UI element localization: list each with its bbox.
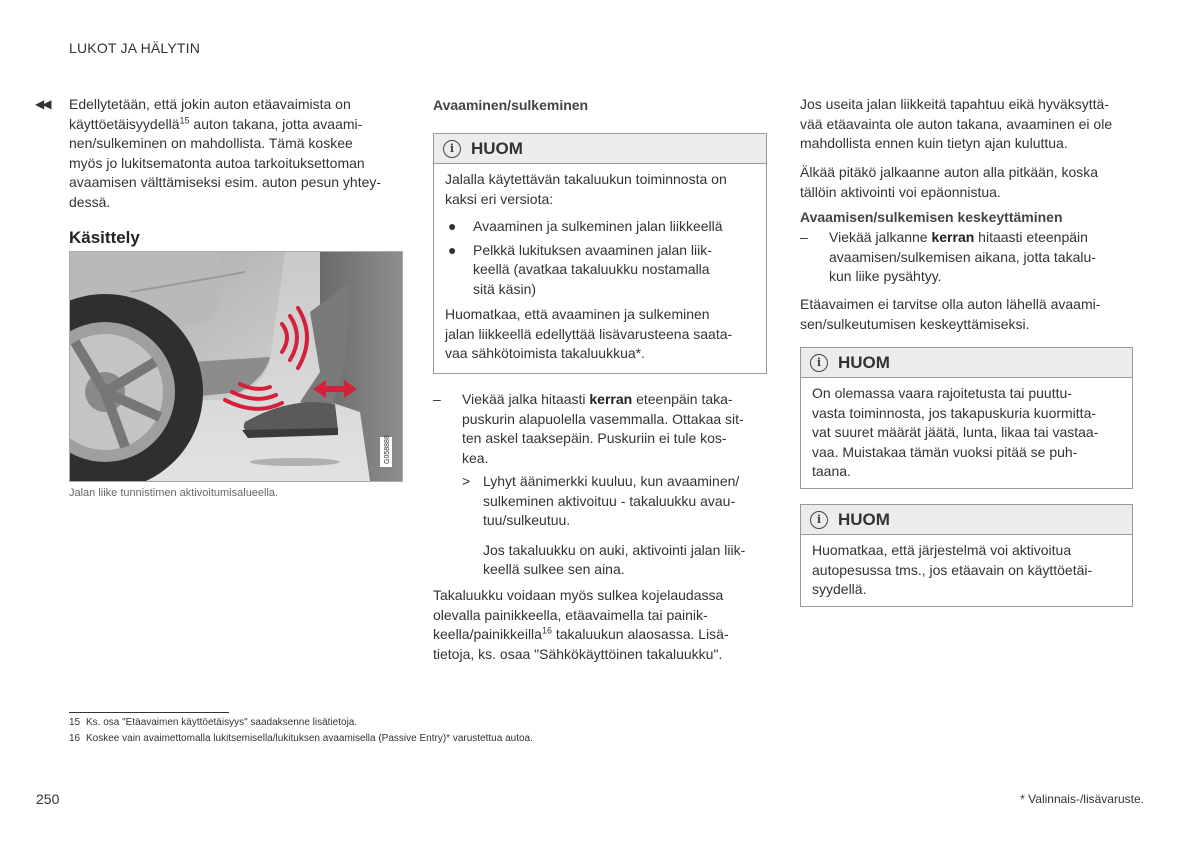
note-header bbox=[434, 134, 766, 164]
list-item: ● Pelkkä lukituksen avaaminen jalan liik- keellä (avatkaa takaluukku nostamalla sitä käsin) bbox=[448, 241, 712, 297]
note-paragraph: Huomatkaa, että avaaminen ja sulkeminen jalan liikkeellä edellyttää lisävarusteena saata- vaa sähkötoimista takaluukkua*. bbox=[445, 306, 733, 361]
paragraph-foot-under-car: Älkää pitäkö jalkaanne auton alla pitkään, koska tällöin aktivointi voi epäonnistua. bbox=[800, 164, 1099, 200]
dash-mark: – bbox=[800, 229, 808, 245]
note-box bbox=[800, 347, 1133, 489]
footnote-separator bbox=[69, 712, 229, 713]
section-header: LUKOT JA HÄLYTIN bbox=[69, 40, 201, 56]
note-header bbox=[801, 505, 1132, 535]
text-line: kaksi eri versiota: bbox=[445, 190, 554, 207]
foot-gesture-drawing bbox=[70, 252, 402, 481]
figure-code: G058888 bbox=[384, 435, 391, 464]
info-icon: i bbox=[810, 354, 828, 372]
optional-equipment-note: * Valinnais-/lisävaruste. bbox=[1020, 792, 1144, 806]
continued-from-previous-icon: ◀◀ bbox=[35, 97, 50, 111]
note-box bbox=[800, 504, 1133, 607]
bullet-icon: ● bbox=[448, 218, 457, 234]
note-body: On olemassa vaara rajoitetusta tai puuttu- vasta toiminnosta, jos takapuskuria kuormitta- vat suuret määrät jäätä, lunta, likaa tai vastaa- vaa. Muistakaa tämän vuoksi pitää se puh- taana. bbox=[812, 385, 1099, 479]
paragraph-multiple-movements: Jos useita jalan liikkeitä tapahtuu eikä hyväksyttä- vää etäavainta ole auton takana, avaaminen ei ole mahdollista ennen kuin tietyn ajan kuluttua. bbox=[800, 96, 1113, 151]
note-header bbox=[801, 348, 1132, 378]
paragraph-key-distance: Etäavaimen ei tarvitse olla auton lähellä avaami- sen/sulkeutumisen keskeyttämiseksi. bbox=[800, 296, 1101, 332]
result-mark: > bbox=[462, 473, 471, 489]
info-icon: i bbox=[443, 140, 461, 158]
note-box bbox=[433, 133, 767, 374]
section-heading: Käsittely bbox=[69, 228, 140, 247]
note-title: HUOM bbox=[838, 352, 890, 372]
figure-caption: Jalan liike tunnistimen aktivoitumisalueella. bbox=[69, 487, 279, 499]
footnote-ref-16[interactable]: 16 bbox=[541, 625, 552, 636]
footnote-16: 16 Koskee vain avaimettomalla lukitsemisella/lukituksen avaamisella (Passive Entry)* varustettua autoa. bbox=[69, 733, 533, 744]
list-item: ● Avaaminen ja sulkeminen jalan liikkeellä bbox=[445, 217, 755, 237]
page-number: 250 bbox=[36, 791, 60, 807]
note-body bbox=[434, 164, 766, 364]
footnote-15: 15 Ks. osa "Etäavaimen käyttöetäisyys" saadaksenne lisätietoja. bbox=[69, 717, 358, 728]
text-line: Jalalla käytettävän takaluukun toiminnosta on bbox=[445, 171, 727, 187]
bullet-icon: ● bbox=[448, 241, 457, 258]
text-line: myös jo lukitsematonta autoa tarkoituksettoman bbox=[69, 154, 365, 171]
subheading-open-close: Avaaminen/sulkeminen bbox=[433, 97, 589, 113]
illustration-foot-gesture bbox=[69, 251, 403, 482]
step-interrupt: – Viekää jalkanne kerran hitaasti eteenpäin avaamisen/sulkemisen aikana, jotta takalu- kun liike pysähtyy. bbox=[800, 229, 1096, 284]
step-open-close: – Viekää jalka hitaasti kerran eteenpäin taka- puskurin alapuolella vasemmalla. Ottakaa sit- ten askel taaksepäin. Puskuriin ei tule kos- kea. bbox=[433, 391, 744, 466]
note-body: Huomatkaa, että järjestelmä voi aktivoitua autopesussa tms., jos etäavain on käyttöetäi- syydellä. bbox=[812, 542, 1093, 597]
step-result: > Lyhyt äänimerkki kuuluu, kun avaaminen/ sulkeminen aktivoituu - takaluukku avau- tuu/sulkeutuu. Jos takaluukku on auki, aktivointi jalan liik- keellä sulkee sen aina. bbox=[462, 473, 746, 577]
text-line: avaamisen välttämiseksi esim. auton pesun yhtey- bbox=[69, 174, 382, 190]
dash-mark: – bbox=[433, 391, 441, 407]
text-line: dessä. bbox=[69, 193, 111, 210]
footnote-ref-15[interactable]: 15 bbox=[179, 114, 190, 125]
text-line: Edellytetään, että jokin auton etäavaimista on bbox=[69, 96, 351, 112]
intro-paragraph bbox=[69, 95, 399, 212]
subheading-interrupt: Avaamisen/sulkemisen keskeyttäminen bbox=[800, 209, 1063, 225]
closing-paragraph: Takaluukku voidaan myös sulkea kojelaudassa olevalla painikkeella, etäavaimella tai painik- keella/painikkeilla$^{16}$ takaluukun alaosassa. Lisä- tietoja, ks. osaa "Sähkökäyttöinen takaluukku". bbox=[433, 587, 729, 662]
note-title: HUOM bbox=[838, 509, 890, 529]
text-line: nen/sulkeminen on mahdollista. Tämä koskee bbox=[69, 135, 353, 151]
text-line: käyttöetäisyydellä$^{15}$ auton takana, jotta avaami- bbox=[69, 114, 363, 132]
note-title: HUOM bbox=[471, 138, 523, 158]
info-icon: i bbox=[810, 511, 828, 529]
